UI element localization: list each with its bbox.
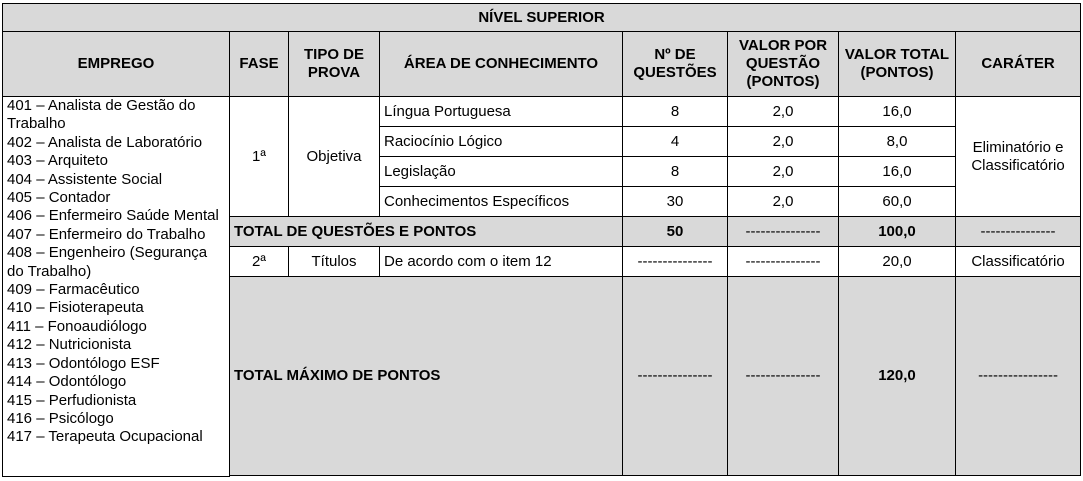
valor-cell: 2,0 <box>728 127 839 157</box>
emprego-item: 404 – Assistente Social <box>7 170 163 188</box>
emprego-item: 410 – Fisioterapeuta <box>7 299 144 317</box>
emprego-item: 415 – Perfudionista <box>7 391 137 409</box>
num-cell: 8 <box>623 97 728 127</box>
header-area-conhecimento: ÁREA DE CONHECIMENTO <box>380 32 623 97</box>
fase1-carater: Eliminatório e Classificatório <box>956 97 1081 217</box>
num-cell: 30 <box>623 187 728 217</box>
total-cell: 8,0 <box>839 127 956 157</box>
total-cell: 16,0 <box>839 97 956 127</box>
emprego-item: 402 – Analista de Laboratório <box>7 133 203 151</box>
area-cell: Conhecimentos Específicos <box>380 187 623 217</box>
fase2-num: --------------- <box>623 247 728 277</box>
total-maximo-total: 120,0 <box>839 277 956 476</box>
fase2-area: De acordo com o item 12 <box>380 247 623 277</box>
total-cell: 16,0 <box>839 157 956 187</box>
valor-cell: 2,0 <box>728 97 839 127</box>
header-valor-questao: VALOR POR QUESTÃO (PONTOS) <box>728 32 839 97</box>
table-title: NÍVEL SUPERIOR <box>3 4 1081 32</box>
emprego-item: 416 – Psicólogo <box>7 409 114 427</box>
scoring-table <box>2 3 1081 477</box>
fase1-cell: 1ª <box>230 97 289 217</box>
total-maximo-valor: --------------- <box>728 277 839 476</box>
header-fase: FASE <box>230 32 289 97</box>
emprego-item: 413 – Odontólogo ESF <box>7 354 160 372</box>
num-cell: 8 <box>623 157 728 187</box>
header-tipo-prova: TIPO DE PROVA <box>289 32 380 97</box>
header-valor-total: VALOR TOTAL (PONTOS) <box>839 32 956 97</box>
emprego-item: 406 – Enfermeiro Saúde Mental <box>7 207 219 225</box>
emprego-item: 403 – Arquiteto <box>7 152 108 170</box>
emprego-item: 417 – Terapeuta Ocupacional <box>7 428 203 446</box>
total-fase1-num: 50 <box>623 217 728 247</box>
emprego-item: 407 – Enfermeiro do Trabalho <box>7 225 206 243</box>
area-cell: Legislação <box>380 157 623 187</box>
fase2-total: 20,0 <box>839 247 956 277</box>
total-maximo-label: TOTAL MÁXIMO DE PONTOS <box>230 277 623 476</box>
fase2-tipo: Títulos <box>289 247 380 277</box>
fase2-valor: --------------- <box>728 247 839 277</box>
total-fase1-label: TOTAL DE QUESTÕES E PONTOS <box>230 217 623 247</box>
header-num-questoes: Nº DE QUESTÕES <box>623 32 728 97</box>
total-maximo-carater: ---------------- <box>956 277 1081 476</box>
empregos-list <box>3 97 230 477</box>
total-fase1-valor: --------------- <box>728 217 839 247</box>
header-emprego: EMPREGO <box>3 32 230 97</box>
emprego-item: 411 – Fonoaudiólogo <box>7 317 147 335</box>
valor-cell: 2,0 <box>728 157 839 187</box>
area-cell: Raciocínio Lógico <box>380 127 623 157</box>
emprego-item: 412 – Nutricionista <box>7 336 132 354</box>
total-cell: 60,0 <box>839 187 956 217</box>
fase2-cell: 2ª <box>230 247 289 277</box>
fase1-tipo: Objetiva <box>289 97 380 217</box>
total-fase1-carater: --------------- <box>956 217 1081 247</box>
emprego-item: 409 – Farmacêutico <box>7 281 140 299</box>
emprego-item: 414 – Odontólogo <box>7 373 127 391</box>
num-cell: 4 <box>623 127 728 157</box>
total-fase1-total: 100,0 <box>839 217 956 247</box>
valor-cell: 2,0 <box>728 187 839 217</box>
emprego-item: 408 – Engenheiro (Segurança do Trabalho) <box>7 244 208 280</box>
total-maximo-num: --------------- <box>623 277 728 476</box>
emprego-item: 401 – Analista de Gestão do Trabalho <box>7 97 196 133</box>
header-carater: CARÁTER <box>956 32 1081 97</box>
emprego-item: 405 – Contador <box>7 189 111 207</box>
fase2-carater: Classificatório <box>956 247 1081 277</box>
area-cell: Língua Portuguesa <box>380 97 623 127</box>
